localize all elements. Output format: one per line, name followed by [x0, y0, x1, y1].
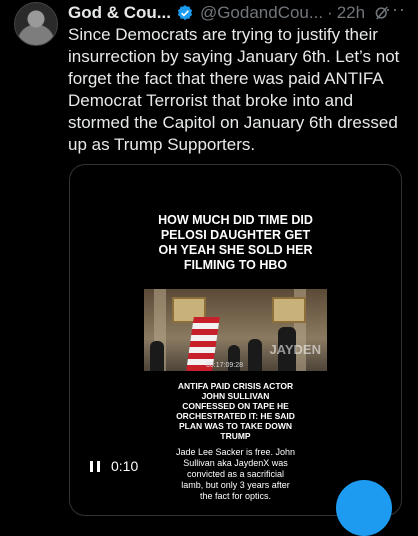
subcaption-line: Jade Lee Sacker is free. John — [175, 447, 296, 457]
verified-badge-icon — [176, 4, 194, 22]
handle[interactable]: @GodandCou... — [199, 3, 324, 22]
timestamp[interactable]: 22h — [336, 3, 366, 22]
video-frame — [144, 289, 327, 371]
video-caption — [70, 381, 401, 441]
person — [248, 339, 262, 371]
avatar[interactable] — [14, 2, 58, 46]
painting — [272, 297, 306, 323]
subcaption-line: convicted as a sacrificial — [186, 469, 285, 479]
subcaption-line: Sullivan aka JaydenX was — [183, 458, 288, 468]
video-player[interactable] — [69, 164, 402, 516]
compose-button[interactable] — [336, 480, 392, 536]
subcaption-line: lamb, but only 3 years after — [181, 480, 290, 490]
display-name[interactable]: God & Cou... — [68, 3, 171, 22]
tweet-text: Since Democrats are trying to justify their insurrection by saying January 6th. Let’s not forget the fact that there was paid ANTIFA Democrat Terrorist that broke into and stormed the Capitol on January 6th dressed up as Trump Supporters. — [68, 25, 400, 154]
caption-line: PLAN WAS TO TAKE DOWN — [178, 421, 292, 431]
headline-line: OH YEAH SHE SOLD HER — [158, 243, 313, 257]
tweet-header — [68, 1, 410, 25]
more-options-icon[interactable]: ··· — [385, 0, 406, 19]
caption-line: ANTIFA PAID CRISIS ACTOR — [177, 381, 294, 391]
frame-timestamp: 00:17:09:28 — [206, 362, 243, 369]
headline-line: PELOSI DAUGHTER GET — [160, 228, 311, 242]
separator-dot: · — [327, 3, 333, 22]
caption-line: JOHN SULLIVAN — [201, 391, 270, 401]
headline-line: FILMING TO HBO — [183, 258, 288, 272]
caption-line: CONFESSED ON TAPE HE — [182, 401, 289, 411]
frame-watermark: JAYDEN — [269, 342, 321, 357]
pause-icon[interactable] — [89, 460, 101, 473]
caption-line: TRUMP — [220, 431, 251, 441]
video-controls — [89, 458, 138, 474]
person — [150, 341, 164, 371]
headline-line: HOW MUCH DID TIME DID — [158, 213, 313, 227]
caption-line: ORCHESTRATED IT: HE SAID — [176, 411, 295, 421]
video-headline — [70, 213, 401, 273]
elapsed-time: 0:10 — [111, 458, 139, 474]
subcaption-line: the fact for optics. — [199, 491, 272, 501]
